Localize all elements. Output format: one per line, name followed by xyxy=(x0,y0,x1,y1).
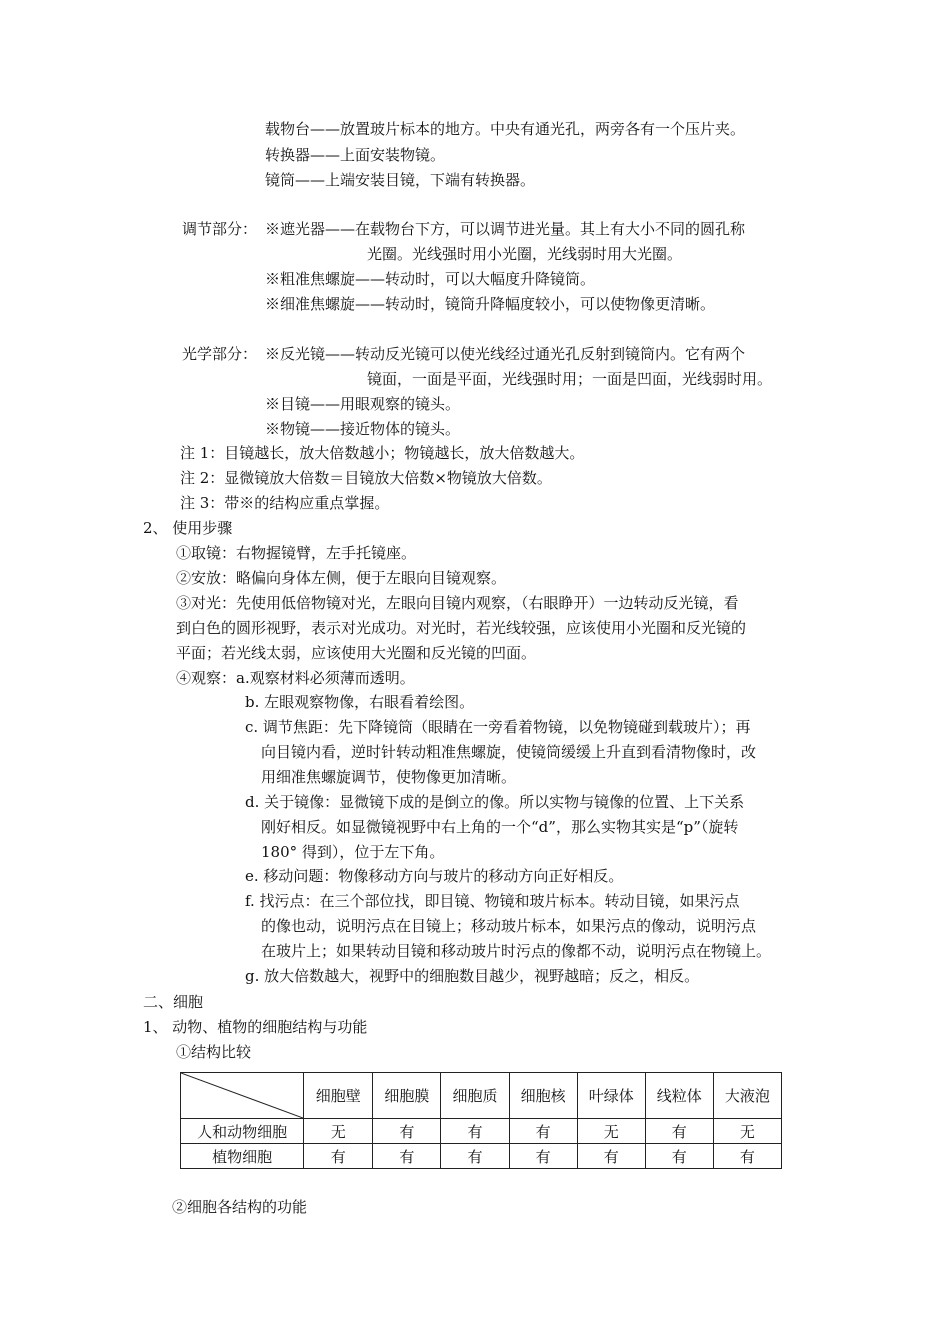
optical-item: ※反光镜——转动反光镜可以使光线经过通光孔反射到镜筒内。它有两个 xyxy=(265,345,746,363)
observe-item: 180° 得到），位于左下角。 xyxy=(261,843,445,861)
observe-item: 刚好相反。如显微镜视野中右上角的一个“d”，那么实物其实是“p”（旋转 xyxy=(261,818,739,836)
table-row xyxy=(181,1119,782,1144)
column-header: 叶绿体 xyxy=(577,1073,645,1119)
steps-heading: 2、 使用步骤 xyxy=(143,519,233,537)
adjust-item: ※遮光器——在载物台下方，可以调节进光量。其上有大小不同的圆孔称 xyxy=(265,220,746,238)
table-cell: 有 xyxy=(441,1144,509,1169)
note-1: 注 1：目镜越长，放大倍数越小；物镜越长，放大倍数越大。 xyxy=(180,444,585,462)
step-line: ④观察：a.观察材料必须薄而透明。 xyxy=(176,669,415,687)
note-3: 注 3：带※的结构应重点掌握。 xyxy=(180,494,390,512)
row-label: 植物细胞 xyxy=(181,1144,304,1169)
diagonal-line xyxy=(181,1073,303,1118)
structure-tube-line: 镜筒——上端安装目镜，下端有转换器。 xyxy=(265,171,536,189)
table-cell: 有 xyxy=(645,1144,713,1169)
optical-label: 光学部分： xyxy=(182,345,258,363)
observe-item: e. 移动问题：物像移动方向与玻片的移动方向正好相反。 xyxy=(245,867,624,885)
step-line: 到白色的圆形视野，表示对光成功。对光时，若光线较强，应该使用小光圈和反光镜的 xyxy=(176,619,747,637)
table-cell: 无 xyxy=(304,1119,373,1144)
structure-converter-line: 转换器——上面安装物镜。 xyxy=(265,146,446,164)
observe-item: c. 调节焦距：先下降镜筒（眼睛在一旁看着物镜，以免物镜碰到载玻片）；再 xyxy=(245,718,751,736)
table-cell: 有 xyxy=(509,1144,577,1169)
observe-item: 向目镜内看，逆时针转动粗准焦螺旋，使镜筒缓缓上升直到看清物像时，改 xyxy=(261,743,757,761)
functions-heading: ②细胞各结构的功能 xyxy=(172,1198,308,1216)
note-2: 注 2：显微镜放大倍数＝目镜放大倍数×物镜放大倍数。 xyxy=(180,469,552,487)
adjust-label: 调节部分： xyxy=(182,220,258,238)
optical-item: ※物镜——接近物体的镜头。 xyxy=(265,420,461,438)
cell-structure-table xyxy=(180,1072,782,1169)
column-header: 细胞质 xyxy=(441,1073,509,1119)
column-header: 细胞壁 xyxy=(304,1073,373,1119)
adjust-item: ※粗准焦螺旋——转动时，可以大幅度升降镜筒。 xyxy=(265,270,596,288)
table-cell: 有 xyxy=(713,1144,781,1169)
optical-item: ※目镜——用眼观察的镜头。 xyxy=(265,395,461,413)
column-header: 细胞核 xyxy=(509,1073,577,1119)
observe-item: 在玻片上；如果转动目镜和移动玻片时污点的像都不动，说明污点在物镜上。 xyxy=(261,942,772,960)
observe-item: 的像也动，说明污点在目镜上；移动玻片标本，如果污点的像动，说明污点 xyxy=(261,917,757,935)
table-cell: 无 xyxy=(577,1119,645,1144)
table-cell: 有 xyxy=(373,1119,441,1144)
compare-heading: ①结构比较 xyxy=(176,1043,252,1061)
step-line: ③对光：先使用低倍物镜对光，左眼向目镜内观察，（右眼睁开）一边转动反光镜，看 xyxy=(176,594,739,612)
adjust-item: 光圈。光线强时用小光圈，光线弱时用大光圈。 xyxy=(367,245,683,263)
table-cell: 有 xyxy=(441,1119,509,1144)
observe-item: g. 放大倍数越大，视野中的细胞数目越少，视野越暗；反之，相反。 xyxy=(245,967,700,985)
observe-item: b. 左眼观察物像，右眼看着绘图。 xyxy=(245,693,475,711)
column-header: 大液泡 xyxy=(713,1073,781,1119)
table-cell: 有 xyxy=(373,1144,441,1169)
column-header: 线粒体 xyxy=(645,1073,713,1119)
optical-item: 镜面，一面是平面，光线强时用；一面是凹面，光线弱时用。 xyxy=(367,370,773,388)
step-line: ②安放：略偏向身体左侧，便于左眼向目镜观察。 xyxy=(176,569,507,587)
table-cell: 有 xyxy=(509,1119,577,1144)
row-label: 人和动物细胞 xyxy=(181,1119,304,1144)
adjust-item: ※细准焦螺旋——转动时，镜筒升降幅度较小，可以使物像更清晰。 xyxy=(265,295,716,313)
table-cell: 有 xyxy=(304,1144,373,1169)
table-corner-diagonal xyxy=(181,1073,304,1119)
observe-item: f. 找污点：在三个部位找，即目镜、物镜和玻片标本。转动目镜，如果污点 xyxy=(245,892,740,910)
step-line: 平面；若光线太弱，应该使用大光圈和反光镜的凹面。 xyxy=(176,644,537,662)
step-line: ①取镜：右物握镜臂，左手托镜座。 xyxy=(176,544,417,562)
observe-item: 用细准焦螺旋调节，使物像更加清晰。 xyxy=(261,768,517,786)
subsection-heading: 1、 动物、植物的细胞结构与功能 xyxy=(143,1018,368,1036)
table-cell: 有 xyxy=(645,1119,713,1144)
observe-item: d. 关于镜像：显微镜下成的是倒立的像。所以实物与镜像的位置、上下关系 xyxy=(245,793,745,811)
column-header: 细胞膜 xyxy=(373,1073,441,1119)
table-cell: 有 xyxy=(577,1144,645,1169)
structure-stage-line: 载物台——放置玻片标本的地方。中央有通光孔，两旁各有一个压片夹。 xyxy=(265,120,746,138)
table-cell: 无 xyxy=(713,1119,781,1144)
table-row xyxy=(181,1144,782,1169)
section-heading: 二、细胞 xyxy=(143,993,204,1011)
